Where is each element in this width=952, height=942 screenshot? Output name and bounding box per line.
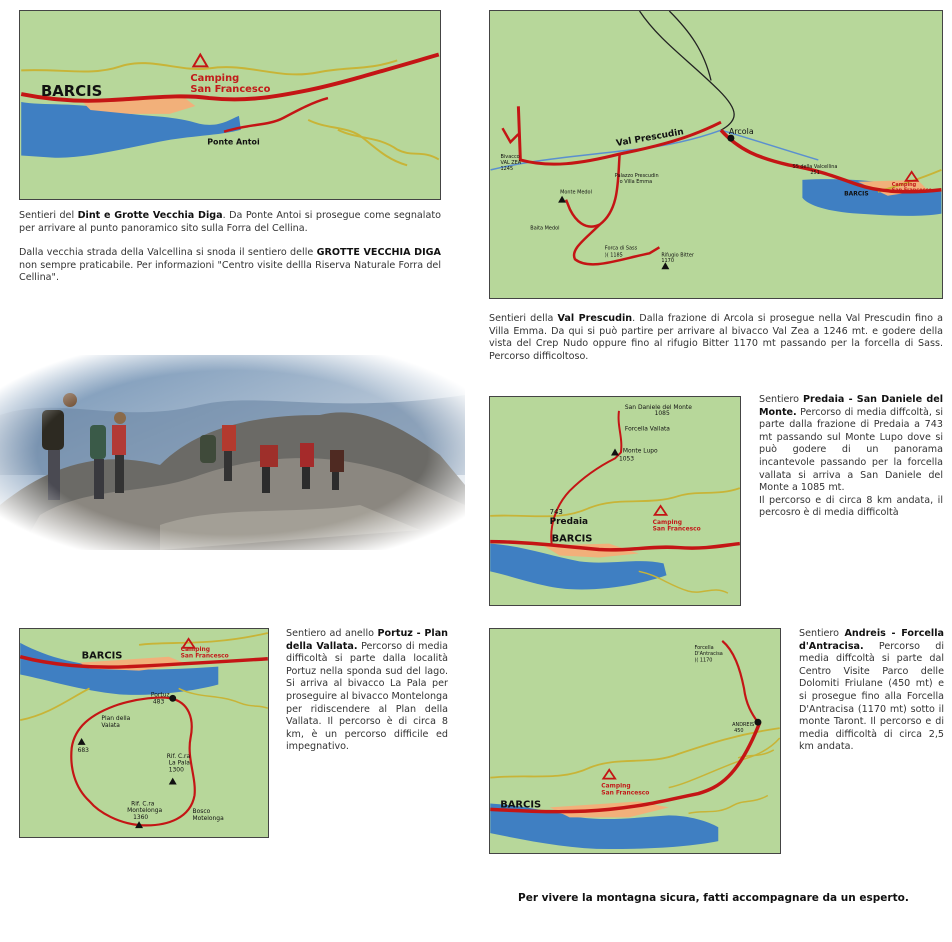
camping-icon: [655, 506, 667, 515]
map-dint-svg: [20, 11, 440, 199]
label-683: 683: [77, 746, 89, 754]
label-camping: San Francesco: [891, 187, 932, 194]
label-town: BARCIS: [500, 799, 542, 811]
map-dint-grotte: [19, 10, 441, 200]
label-camping: Camping: [180, 645, 210, 653]
track: [308, 120, 407, 166]
label-san-daniele: San Daniele del Monte: [624, 403, 692, 411]
label-743: 743: [549, 507, 563, 516]
label-camping: San Francesco: [180, 652, 229, 660]
label-portuz: 483: [152, 698, 165, 706]
track: [669, 11, 711, 81]
label-montelonga: Montelonga: [127, 807, 163, 815]
label-andreis: ANDREIS: [732, 722, 755, 729]
desc-portuz: Sentiero ad anello Portuz - Plan della Vallata. Percorso di media difficoltà si parte dalla località Portuz nella sponda sud del lago. Si arriva al bivacco La Pala per proseguire al bivacco Montelonga per ridiscendere al Plan della Vallata. Il percorso è di circa 8 km, è un percorso difficile ed impegnativo.: [286, 628, 449, 753]
hikers-photo-svg: [0, 355, 465, 550]
andreis-point: [754, 719, 761, 726]
label-bivacco: VAL ZEA: [500, 159, 522, 166]
map-val-prescudin: [489, 10, 943, 299]
camping-icon: [603, 770, 615, 779]
label-predaia: Predaia: [549, 516, 589, 527]
trail: [722, 641, 758, 722]
label-camping: San Francesco: [601, 789, 650, 797]
trail: [224, 98, 328, 132]
label-la-pala: La Pala: [168, 759, 190, 767]
track: [640, 11, 735, 130]
desc-andreis: Sentiero Andreis - Forcella d'Antracisa. Percorso di media diffcoltà si parte dal Centro Visite Parco delle Dolomiti Friulane (450 mt) e si prosegue fino alla Forcella D'Antracisa (1170 mt) sotto il monte Taront. Il percorso e di media difficoltà di circa 2,5 km andata.: [799, 628, 944, 753]
footer-safety-note: Per vivere la montagna sicura, fatti accompagnare da un esperto.: [518, 892, 909, 904]
label-forcella-antracisa: D'Antracisa: [694, 650, 723, 657]
peak-icon: [78, 738, 86, 745]
hikers-photo: [0, 355, 465, 550]
label-bosco: Bosco: [192, 808, 211, 816]
main-road: [490, 722, 760, 812]
label-montelonga: 1360: [133, 814, 149, 822]
track: [20, 688, 89, 720]
label-camping: Camping: [652, 518, 682, 526]
label-bivacco: 1245: [500, 165, 514, 172]
label-la-pala: Rif. C.ra: [166, 752, 191, 760]
label-forca-sass: Forca di Sass: [604, 245, 638, 252]
peak-icon: [169, 778, 177, 785]
label-portuz: Portuz: [150, 691, 170, 699]
label-la-pala: 1300: [168, 766, 184, 774]
label-plan: Plan della: [101, 715, 131, 723]
desc-dint: [19, 210, 441, 285]
portuz-point: [169, 695, 176, 702]
label-palazzo: Palazzo Prescudin: [614, 172, 659, 179]
peak-icon: [611, 449, 619, 456]
label-ss: SS della Valcellina: [792, 163, 838, 170]
label-andreis: 450: [734, 728, 744, 735]
map-andreis: [489, 628, 781, 854]
label-town: BARCIS: [844, 190, 869, 198]
label-montelonga: Rif. C.ra: [131, 800, 155, 808]
label-forcella-antracisa: Forcella: [694, 644, 714, 651]
label-forcella-antracisa: )( 1170: [694, 657, 713, 664]
label-baita-medol: Baita Medol: [530, 225, 560, 232]
label-ss: 251: [810, 169, 820, 176]
camping-icon: [193, 55, 207, 67]
label-ponte-antoi: Ponte Antoi: [207, 137, 260, 147]
track: [338, 130, 439, 160]
peak-icon: [558, 196, 566, 203]
label-town: BARCIS: [81, 650, 123, 662]
label-rifugio: Rifugio Bitter: [661, 252, 694, 259]
label-town: BARCIS: [41, 83, 103, 101]
map-prescudin-svg: [490, 11, 942, 298]
label-camping: Camping: [891, 181, 917, 188]
camping-icon: [906, 172, 918, 181]
label-plan: Valata: [101, 722, 120, 730]
label-town: BARCIS: [551, 533, 593, 545]
label-monte-lupo: Monte Lupo: [622, 447, 658, 455]
label-arcola: Arcola: [728, 127, 754, 137]
label-bivacco: Bivacco: [500, 153, 520, 160]
desc-dint-p1: Sentieri del Dint e Grotte Vecchia Diga. Da Ponte Antoi si prosegue come segnalato per arrivare al punto panoramico sito sulla Forra del Cellina.: [19, 210, 441, 234]
map-predaia: [489, 396, 741, 606]
trail: [502, 128, 518, 142]
desc-predaia: Sentiero Predaia - San Daniele del Monte. Percorso di media diffcoltà, si parte dalla frazione di Predaia a 743 mt passando sul Monte Lupo dove si può godere di un panorama incantevole passando per la forcella vallata si arriva a San Daniele del Monte a 1085 mt. Il percorso e di circa 8 km andata, il percosro è di media difficoltà: [759, 394, 943, 519]
label-san-daniele: 1085: [654, 409, 670, 417]
label-palazzo: o Villa Emma: [619, 178, 653, 185]
map-andreis-svg: [490, 629, 780, 853]
label-camping: San Francesco: [190, 84, 271, 96]
label-forca-sass: )( 1185: [604, 252, 623, 259]
label-forcella: Forcella Vallata: [624, 425, 670, 433]
track: [179, 688, 268, 708]
desc-dint-p2: Dalla vecchia strada della Valcellina si snoda il sentiero delle GROTTE VECCHIA DIGA non sempre praticabile. Per informazioni "Centro visite dellla Riserva Naturale Forra del Cellina".: [19, 247, 441, 284]
desc-prescudin: Sentieri della Val Prescudin. Dalla frazione di Arcola si prosegue nella Val Prescudin fino a Villa Emma. Da qui si può partire per arrivare al bivacco Val Zea a 1246 mt. e godere della vista del Crep Nudo oppure fino al rifugio Bitter 1170 mt passando per la forcella di Sass. Percorso difficoltoso.: [489, 313, 943, 362]
label-monte-medol: Monte Medol: [560, 189, 592, 196]
label-rifugio: 1170: [661, 258, 674, 265]
map-portuz: [19, 628, 269, 838]
label-camping: Camping: [601, 782, 631, 790]
label-bosco: Motelonga: [192, 815, 224, 823]
map-portuz-svg: [20, 629, 268, 837]
label-camping: Camping: [190, 73, 240, 85]
label-val-prescudin: Val Prescudin: [615, 127, 685, 150]
label-camping: San Francesco: [652, 525, 701, 533]
label-monte-lupo: 1053: [618, 455, 635, 463]
map-predaia-svg: [490, 397, 740, 605]
track: [689, 796, 768, 814]
track: [490, 728, 779, 778]
track: [490, 488, 740, 516]
track: [139, 633, 268, 645]
